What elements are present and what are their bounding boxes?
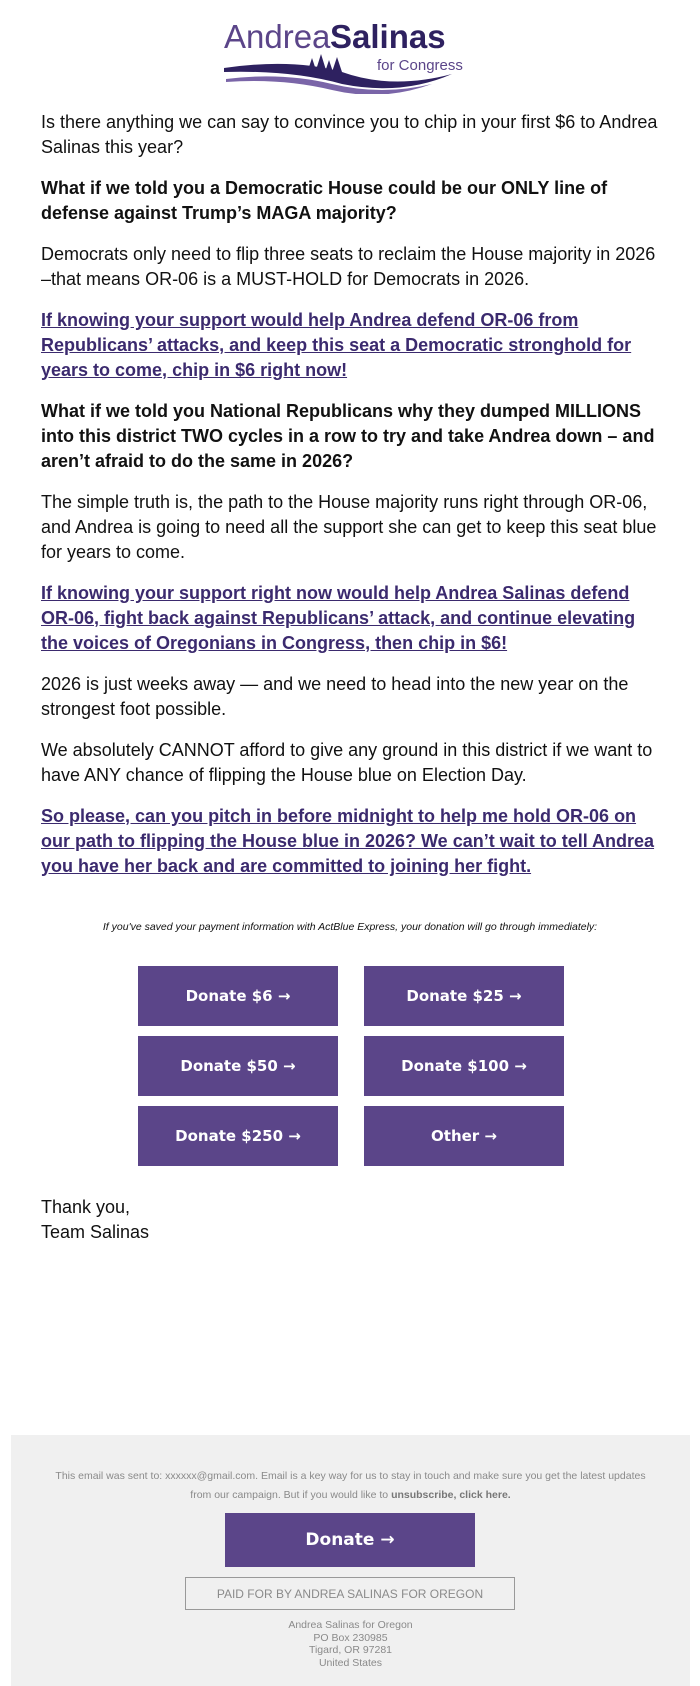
logo-last-name: Salinas	[330, 18, 446, 55]
donate-50-button[interactable]: Donate $50 →	[138, 1036, 338, 1096]
footer	[11, 1435, 690, 1686]
paragraph: What if we told you National Republicans why they dumped MILLIONS into this district TWO cycles in a row to try and take Andrea down – and aren’t afraid to do the same in 2026?	[41, 401, 655, 471]
address-line: Andrea Salinas for Oregon	[288, 1619, 413, 1631]
footer-sent-text	[51, 1467, 650, 1505]
footer-donate-button[interactable]: Donate →	[225, 1513, 475, 1567]
paragraph	[41, 308, 661, 383]
paid-for-disclaimer: PAID FOR BY ANDREA SALINAS FOR OREGON	[185, 1577, 515, 1610]
donate-100-button[interactable]: Donate $100 →	[364, 1036, 564, 1096]
signoff-thanks: Thank you,	[41, 1197, 131, 1217]
paragraph: 2026 is just weeks away — and we need to head into the new year on the strongest foot possible.	[41, 674, 629, 719]
donate-link[interactable]: If knowing your support right now would help Andrea Salinas defend OR-06, fight back against Republicans’ attack, and continue elevating the voices of Oregonians in Congress, then chip in $6!	[41, 583, 636, 653]
paragraph: Democrats only need to flip three seats to reclaim the House majority in 2026 –that means OR-06 is a MUST-HOLD for Democrats in 2026.	[41, 244, 656, 289]
donate-250-button[interactable]: Donate $250 →	[138, 1106, 338, 1166]
paragraph: We absolutely CANNOT afford to give any ground in this district if we want to have ANY chance of flipping the House blue on Election Day.	[41, 740, 653, 785]
donate-link[interactable]: So please, can you pitch in before midnight to help me hold OR-06 on our path to flipping the House blue in 2026? We can’t wait to tell Andrea you have her back and are committed to joining her fight.	[41, 806, 655, 876]
address-line: Tigard, OR 97281	[308, 1644, 393, 1656]
donate-other-button[interactable]: Other →	[364, 1106, 564, 1166]
address-line: United States	[318, 1656, 383, 1669]
logo-first-name: Andrea	[224, 18, 331, 55]
paragraph	[41, 581, 661, 656]
paragraph	[41, 804, 661, 879]
donate-6-button[interactable]: Donate $6 →	[138, 966, 338, 1026]
paragraph: The simple truth is, the path to the House majority runs right through OR-06, and Andrea is going to need all the support she can get to keep this seat blue for years to come.	[41, 492, 657, 562]
logo	[222, 12, 478, 94]
logo-subtitle: for Congress	[377, 57, 463, 74]
signoff-team: Team Salinas	[41, 1222, 150, 1242]
donate-link[interactable]: If knowing your support would help Andrea defend OR-06 from Republicans’ attacks, and keep this seat a Democratic stronghold for years to come, chip in $6 right now!	[41, 310, 632, 380]
unsubscribe-link[interactable]: unsubscribe, click here.	[391, 1489, 511, 1501]
actblue-note: If you've saved your payment information with ActBlue Express, your donation will go through immediately:	[102, 921, 598, 933]
mailing-address	[11, 1619, 690, 1669]
donate-25-button[interactable]: Donate $25 →	[364, 966, 564, 1026]
sent-to-text: This email was sent to: xxxxxx@gmail.com. Email is a key way for us to stay in touch and make sure you get the latest updates from our campaign. But if you would like to	[55, 1470, 646, 1501]
signoff	[41, 1195, 149, 1245]
address-line: PO Box 230985	[313, 1631, 388, 1644]
paragraph: What if we told you a Democratic House could be our ONLY line of defense against Trump’s MAGA majority?	[41, 178, 608, 223]
email-body	[41, 110, 661, 895]
paragraph: Is there anything we can say to convince you to chip in your first $6 to Andrea Salinas this year?	[41, 112, 658, 157]
